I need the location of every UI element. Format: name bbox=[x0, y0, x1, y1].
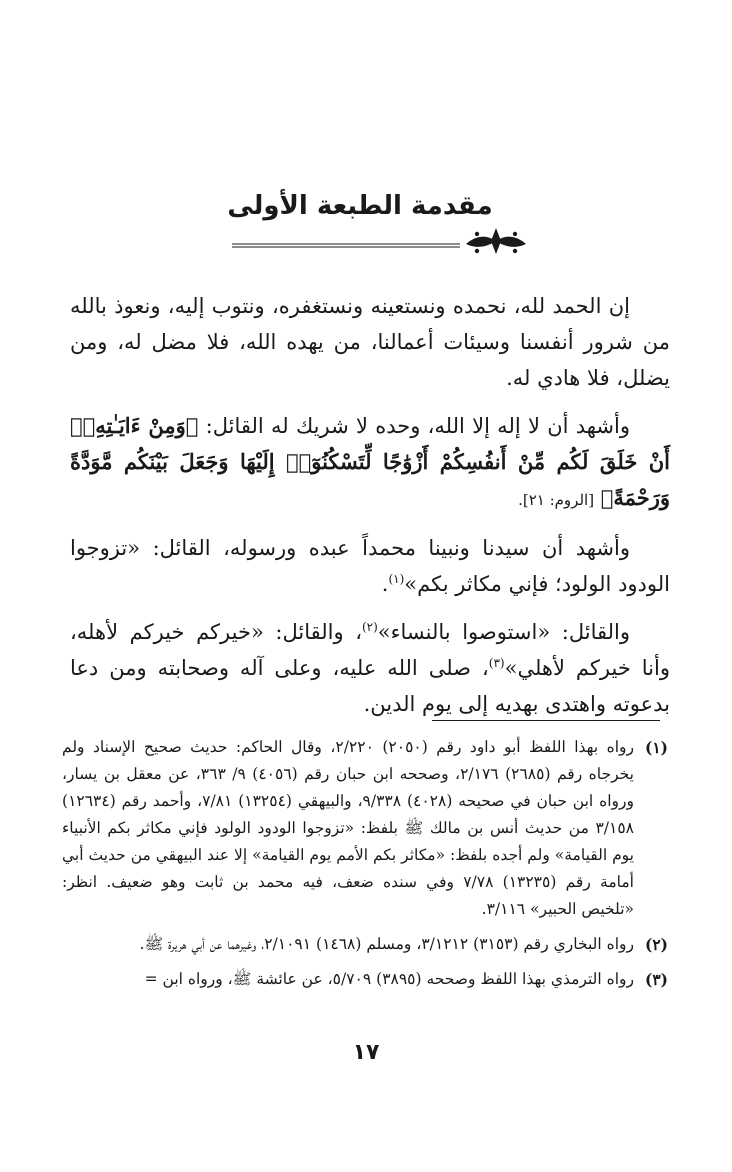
footnote-number: (٣) bbox=[644, 970, 668, 989]
footnote-number: (٢) bbox=[644, 935, 668, 954]
paragraph-hadith bbox=[70, 614, 670, 722]
footnotes bbox=[62, 734, 668, 1001]
main-text bbox=[70, 288, 670, 734]
paragraph-shahada bbox=[70, 408, 670, 518]
footnote-text: رواه بهذا اللفظ أبو داود رقم (٢٠٥٠) ٢/٢٢٠، وقال الحاكم: حديث صحيح الإسناد ولم يخرجاه رقم (٢٦٨٥) ٢/١٧٦، وصححه ابن حبان رقم (٤٠٥٦) ٩/ ٣٦٣، عن معقل بن يسار، ورواه ابن حبان في صحيحه (٤٠٢٨) ٩/٣٣٨، والبيهقي (١٣٢٥٤) ٧/٨١، وأحمد رقم (١٢٦٣٤) ٣/١٥٨ من حديث أنس بن مالك ﷺ بلفظ: «تزوجوا الودود الولود فإني مكاثر بكم الأنبياء يوم القيامة» ولم أجده بلفظ: «مكاثر بكم الأمم يوم القيامة» إلا عند البيهقي من حديث أبي أمامة رقم (١٣٢٣٥) ٧/٧٨ وفي سنده ضعف، فيه محمد بن ثابت وهو ضعيف. انظر: «تلخيص الحبير» ٣/١١٦. bbox=[62, 738, 634, 918]
hadith-text-c: ، صلى الله عليه، وعلى آله وصحابته ومن دعا بدعوته واهتدى بهديه إلى يوم الدين. bbox=[70, 656, 670, 716]
footnote-separator bbox=[432, 720, 660, 721]
quran-verse: ﴿وَمِنْ ءَايَـٰتِهِۦٓ أَنْ خَلَقَ لَكُم مِّنْ أَنفُسِكُمْ أَزْوَٰجًا لِّتَسْكُنُوٓا۟ إِلَيْهَا وَجَعَلَ بَيْنَكُم مَّوَدَّةً وَرَحْمَةً﴾ bbox=[70, 413, 670, 510]
verse-reference: [الروم: ٢١]. bbox=[518, 491, 595, 509]
footnote-marker-2: (٢) bbox=[361, 620, 378, 634]
footnote-marker-3: (٣) bbox=[488, 656, 505, 670]
paragraph-opening: إن الحمد لله، نحمده ونستعينه ونستغفره، ونتوب إليه، ونعوذ بالله من شرور أنفسنا وسيئات أعمالنا، من يهده الله، فلا مضل له، ومن يضلل، فلا هادي له. bbox=[70, 294, 670, 390]
footnote-marker-1: (١) bbox=[388, 572, 405, 586]
shahada-text: وأشهد أن لا إله إلا الله، وحده لا شريك له القائل: bbox=[205, 414, 630, 438]
page-number: ١٧ bbox=[352, 1040, 380, 1065]
hadith-text-b: ، والقائل: «خيركم خيركم لأهله، وأنا خيركم لأهلي» bbox=[70, 620, 670, 680]
footnote-2 bbox=[62, 931, 668, 958]
footnote-text: رواه الترمذي بهذا اللفظ وصححه (٣٨٩٥) ٥/٧٠٩، عن عائشة ﷺ، ورواه ابن = bbox=[144, 970, 634, 988]
title-ornament bbox=[232, 226, 532, 254]
page-title: مقدمة الطبعة الأولى bbox=[227, 191, 493, 221]
footnote-number: (١) bbox=[644, 738, 668, 757]
footnote-text: رواه البخاري رقم (٣١٥٣) ٣/١٢١٢، ومسلم (١٤٦٨) ٢/١٠٩١، وغيرهما عن أبي هريرة ﷺ. bbox=[139, 935, 634, 953]
footnote-3 bbox=[62, 966, 668, 993]
hadith-text-a: والقائل: «استوصوا بالنساء» bbox=[377, 620, 630, 644]
footnote-1 bbox=[62, 734, 668, 923]
prophet-text: وأشهد أن سيدنا ونبينا محمداً عبده ورسوله، القائل: «تزوجوا الودود الولود؛ فإني مكاثر بكم» bbox=[70, 536, 670, 596]
prophet-text-end: . bbox=[381, 572, 389, 596]
paragraph-prophet bbox=[70, 530, 670, 602]
